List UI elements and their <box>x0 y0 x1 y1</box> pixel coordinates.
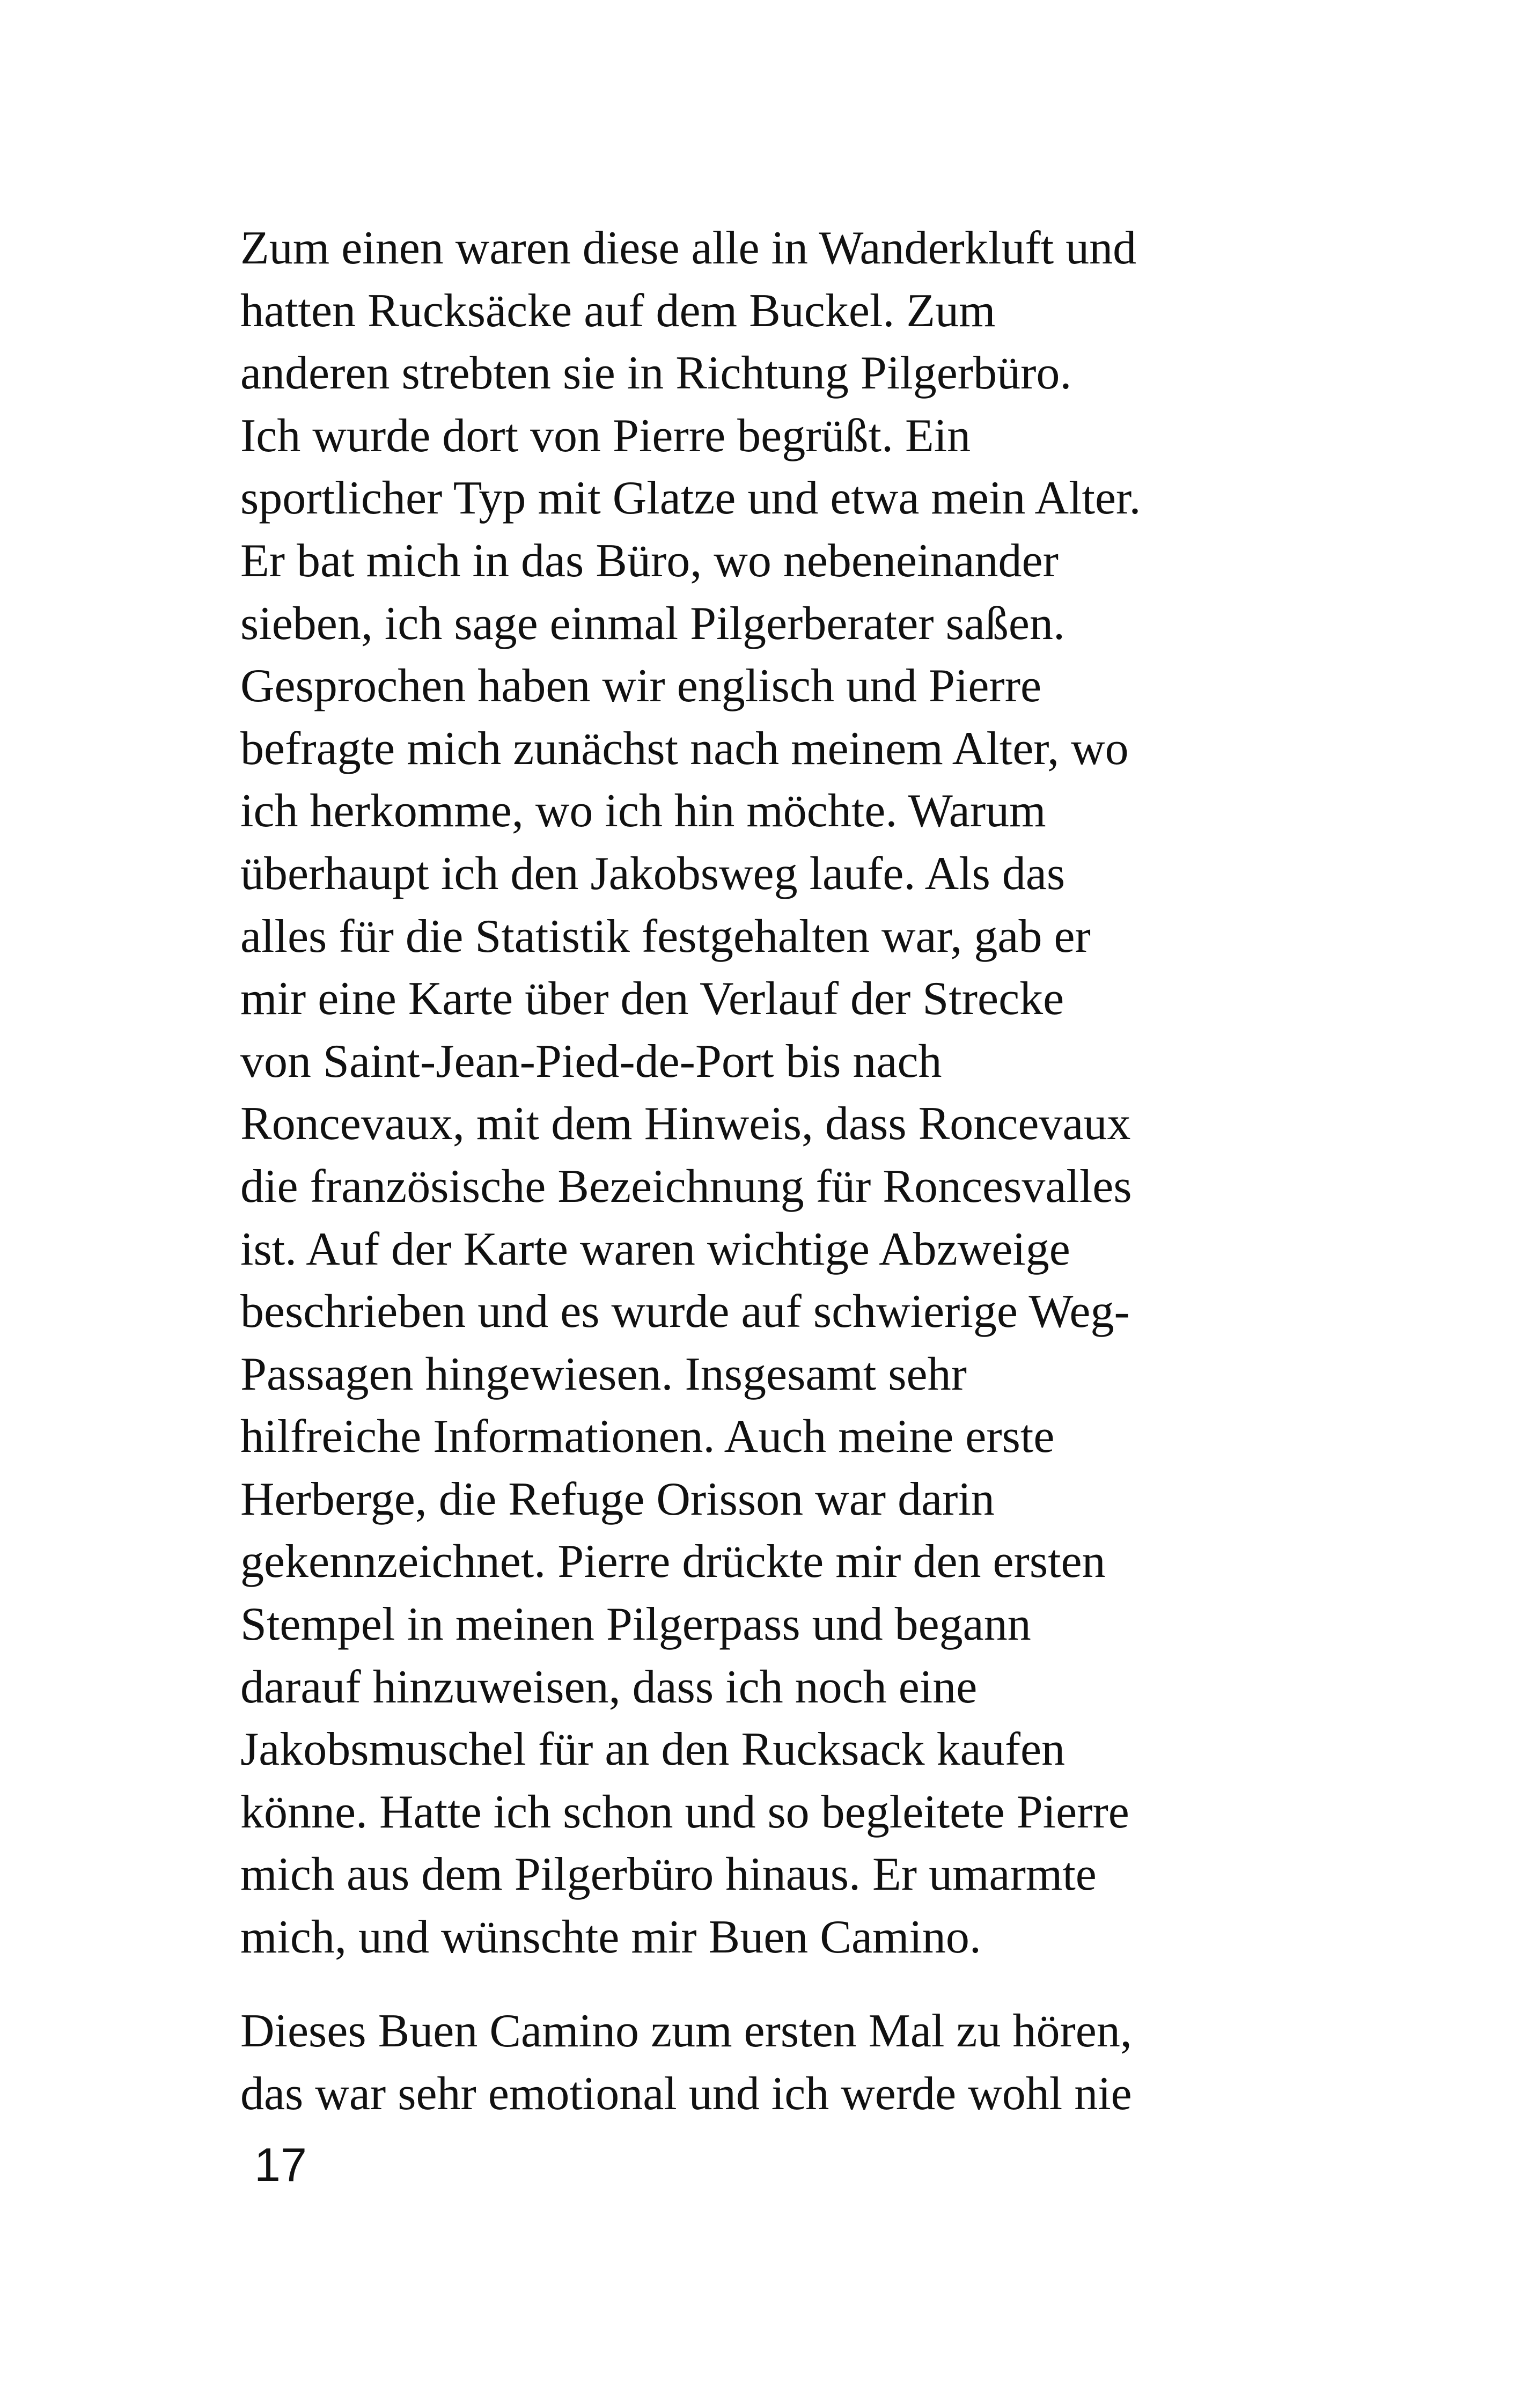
page-number: 17 <box>254 2138 307 2191</box>
text-line: Gesprochen haben wir englisch und Pierre <box>240 660 1042 713</box>
text-line: darauf hinzuweisen, dass ich noch eine <box>240 1661 978 1713</box>
text-line: Passagen hingewiesen. Insgesamt sehr <box>240 1348 967 1400</box>
text-line: könne. Hatte ich schon und so begleitete Pierre <box>240 1786 1129 1838</box>
text-line: anderen strebten sie in Richtung Pilgerbüro. <box>240 347 1072 400</box>
text-line: alles für die Statistik festgehalten war, gab er <box>240 910 1091 963</box>
text-line: Dieses Buen Camino zum ersten Mal zu hören, <box>240 2005 1132 2057</box>
text-line: Roncevaux, mit dem Hinweis, dass Roncevaux <box>240 1098 1131 1150</box>
text-line: Zum einen waren diese alle in Wanderkluft und <box>240 222 1137 274</box>
text-line: Er bat mich in das Büro, wo nebeneinander <box>240 534 1059 587</box>
text-line: Herberge, die Refuge Orisson war darin <box>240 1473 995 1525</box>
text-line: gekennzeichnet. Pierre drückte mir den ersten <box>240 1536 1106 1588</box>
text-line: Ich wurde dort von Pierre begrüßt. Ein <box>240 409 971 462</box>
text-line: mich, und wünschte mir Buen Camino. <box>240 1911 981 1964</box>
paragraph <box>240 2000 1292 2125</box>
text-line: das war sehr emotional und ich werde wohl nie <box>240 2067 1132 2120</box>
text-line: Jakobsmuschel für an den Rucksack kaufen <box>240 1723 1066 1776</box>
text-line: beschrieben und es wurde auf schwierige Weg- <box>240 1286 1130 1338</box>
text-line: überhaupt ich den Jakobsweg laufe. Als das <box>240 847 1066 900</box>
text-line: ich herkomme, wo ich hin möchte. Warum <box>240 785 1046 838</box>
text-line: die französische Bezeichnung für Roncesvalles <box>240 1160 1132 1213</box>
text-line: befragte mich zunächst nach meinem Alter, wo <box>240 722 1129 775</box>
text-line: hilfreiche Informationen. Auch meine erste <box>240 1411 1055 1463</box>
text-line: mir eine Karte über den Verlauf der Strecke <box>240 973 1064 1025</box>
text-line: mich aus dem Pilgerbüro hinaus. Er umarmte <box>240 1848 1097 1901</box>
text-line: von Saint-Jean-Pied-de-Port bis nach <box>240 1035 942 1088</box>
text-line: ist. Auf der Karte waren wichtige Abzweige <box>240 1223 1070 1275</box>
text-line: sportlicher Typ mit Glatze und etwa mein Alter. <box>240 472 1141 525</box>
text-line: Stempel in meinen Pilgerpass und begann <box>240 1598 1031 1651</box>
text-line: sieben, ich sage einmal Pilgerberater saßen. <box>240 597 1065 650</box>
paragraph <box>240 217 1292 1969</box>
text-line: hatten Rucksäcke auf dem Buckel. Zum <box>240 284 996 337</box>
